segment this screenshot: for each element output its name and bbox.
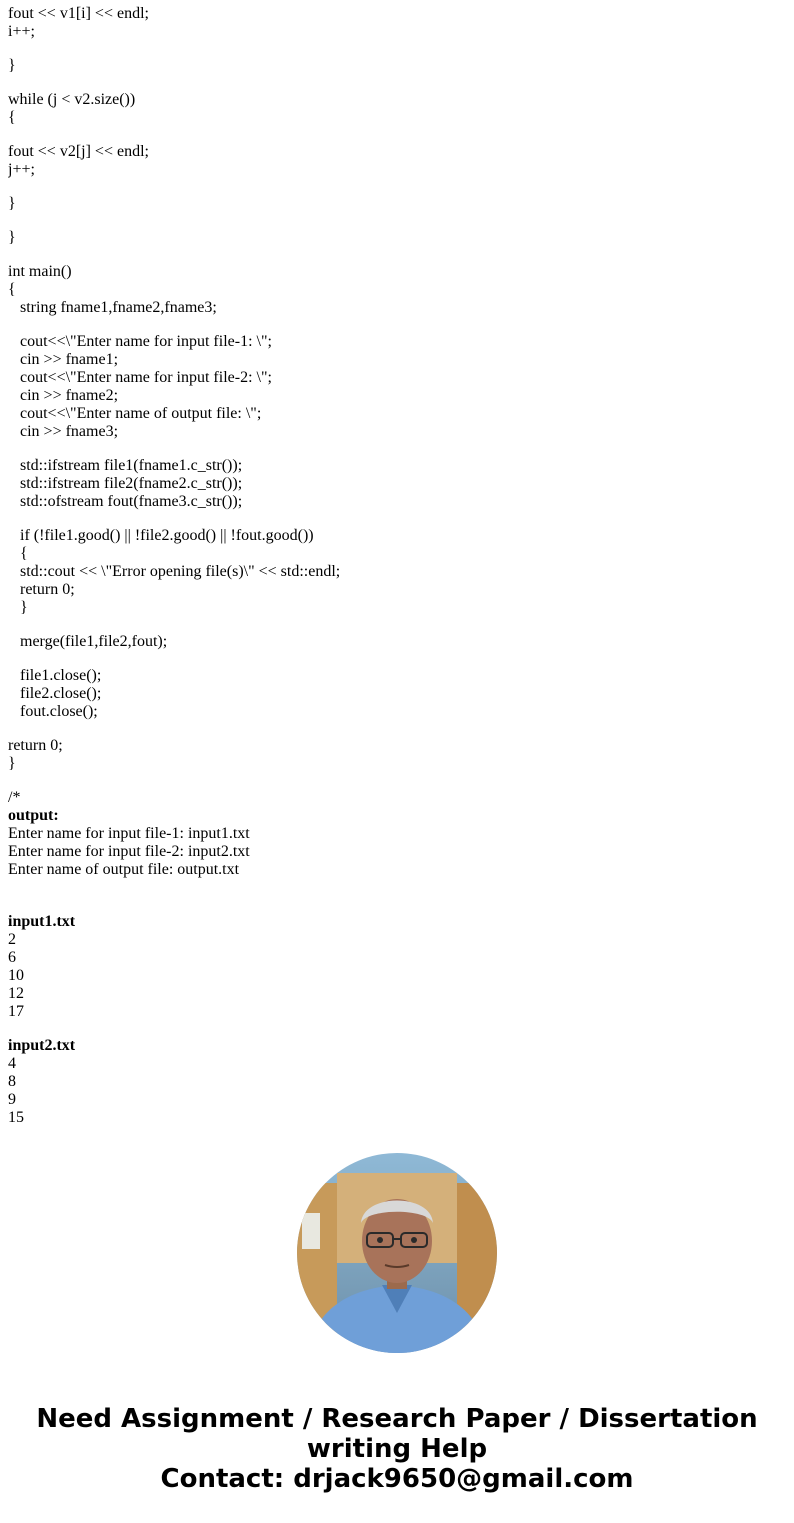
code-block	[8, 5, 788, 41]
code-line: i++;	[8, 23, 35, 40]
code-line: file1.close();	[8, 667, 102, 684]
output-line: Enter name for input file-1: input1.txt	[8, 825, 250, 842]
code-line: {	[8, 545, 28, 562]
output-section	[8, 789, 788, 879]
comment-open: /*	[8, 789, 21, 806]
code-line: merge(file1,file2,fout);	[8, 633, 168, 650]
input2-heading: input2.txt	[8, 1037, 76, 1054]
code-line: cin >> fname3;	[8, 423, 119, 440]
input2-value: 8	[8, 1073, 16, 1090]
input2-value: 15	[8, 1109, 24, 1123]
code-block	[8, 457, 788, 511]
code-line: cin >> fname2;	[8, 387, 119, 404]
code-line: while (j < v2.size())	[8, 91, 136, 108]
input1-value: 10	[8, 967, 24, 984]
code-line: return 0;	[8, 581, 75, 598]
code-line: }	[8, 599, 28, 616]
code-line: fout << v1[i] << endl;	[8, 5, 149, 22]
code-line: {	[8, 281, 16, 298]
input1-section	[8, 913, 788, 1021]
input2-section	[8, 1037, 788, 1123]
code-line: {	[8, 109, 16, 126]
input1-value: 17	[8, 1003, 24, 1020]
code-block	[8, 527, 788, 617]
code-block	[8, 91, 788, 127]
promo-line: Need Assignment / Research Paper / Dissertation	[36, 1404, 758, 1434]
author-photo	[297, 1153, 497, 1353]
code-line: }	[8, 57, 16, 74]
output-heading: output:	[8, 807, 59, 824]
code-line: cout<<\"Enter name of output file: \";	[8, 405, 262, 422]
code-line: }	[8, 195, 16, 212]
code-block	[8, 143, 788, 179]
code-block	[8, 633, 788, 651]
code-block	[8, 667, 788, 721]
code-line: std::ofstream fout(fname3.c_str());	[8, 493, 243, 510]
code-line: fout.close();	[8, 703, 98, 720]
output-line: Enter name of output file: output.txt	[8, 861, 240, 878]
code-block	[8, 737, 788, 773]
input1-heading: input1.txt	[8, 913, 76, 930]
promo-contact: Contact: drjack9650@gmail.com	[160, 1464, 634, 1494]
promo-line: writing Help	[306, 1434, 488, 1464]
code-line: cout<<\"Enter name for input file-1: \";	[8, 333, 272, 350]
code-line: j++;	[8, 161, 35, 178]
code-line: return 0;	[8, 737, 63, 754]
code-block	[8, 229, 788, 247]
code-block	[8, 333, 788, 441]
input1-value: 6	[8, 949, 16, 966]
input1-value: 2	[8, 931, 16, 948]
code-line: file2.close();	[8, 685, 102, 702]
author-avatar	[297, 1153, 497, 1353]
code-line: string fname1,fname2,fname3;	[8, 299, 217, 316]
code-line: cout<<\"Enter name for input file-2: \";	[8, 369, 272, 386]
code-line: std::ifstream file2(fname2.c_str());	[8, 475, 243, 492]
input2-value: 4	[8, 1055, 16, 1072]
promo-banner	[0, 1404, 794, 1494]
code-line: fout << v2[j] << endl;	[8, 143, 149, 160]
code-block	[8, 195, 788, 213]
code-block	[8, 57, 788, 75]
input1-value: 12	[8, 985, 24, 1002]
code-line: cin >> fname1;	[8, 351, 119, 368]
code-line: }	[8, 229, 16, 246]
input2-value: 9	[8, 1091, 16, 1108]
code-line: }	[8, 755, 16, 772]
code-line: std::cout << \"Error opening file(s)\" << std::endl;	[8, 563, 341, 580]
code-block	[8, 263, 788, 317]
code-line: std::ifstream file1(fname1.c_str());	[8, 457, 243, 474]
code-line: if (!file1.good() || !file2.good() || !fout.good())	[8, 527, 314, 544]
output-line: Enter name for input file-2: input2.txt	[8, 843, 250, 860]
code-line: int main()	[8, 263, 72, 280]
code-document	[8, 5, 788, 1123]
